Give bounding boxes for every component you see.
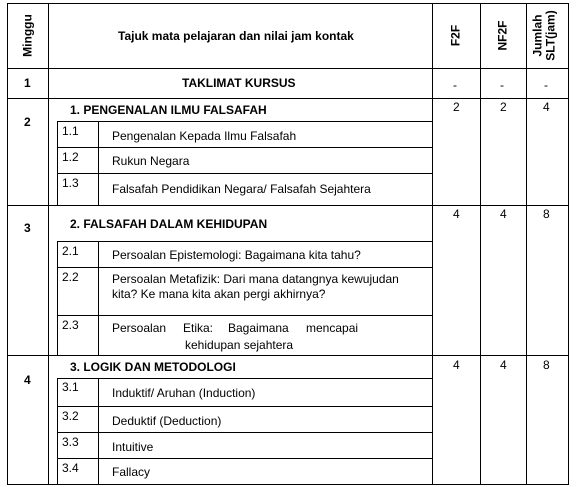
- subtopic-text: Deduktif (Deduction): [112, 414, 222, 428]
- subtopic-text: Induktif/ Aruhan (Induction): [112, 386, 256, 400]
- subrow-rule: [57, 315, 432, 316]
- subtopic-number: 1.3: [62, 176, 79, 190]
- nf2f-hours: -: [500, 78, 504, 92]
- f2f-hours: 2: [453, 100, 460, 114]
- f2f-hours: 4: [453, 207, 460, 221]
- subrow-rule: [57, 173, 432, 174]
- row-title: TAKLIMAT KURSUS: [182, 76, 296, 90]
- topic-column-rule: [432, 3, 433, 485]
- header-f2f: F2F: [448, 24, 463, 47]
- slt-hours: 8: [543, 358, 550, 372]
- table-border-right: [568, 3, 569, 485]
- subnum-right-rule: [98, 241, 99, 356]
- row-rule: [7, 205, 569, 206]
- header-slt-line1: Jumlah: [530, 14, 545, 57]
- slt-hours: 4: [543, 100, 550, 114]
- subtopic-word: Etika:: [183, 321, 214, 335]
- row-rule: [7, 98, 569, 99]
- subtopic-text: Rukun Negara: [112, 154, 190, 168]
- header-week: Minggu: [20, 14, 35, 57]
- subtopic-number: 3.2: [62, 409, 79, 423]
- week-number: 3: [24, 221, 31, 235]
- subtopic-number: 1.1: [62, 124, 79, 138]
- row-title: 1. PENGENALAN ILMU FALSAFAH: [70, 103, 267, 117]
- header-slt-line2: SLT(jam): [543, 10, 558, 61]
- f2f-hours: 4: [453, 358, 460, 372]
- subrow-rule: [57, 432, 432, 433]
- nf2f-hours: 4: [500, 207, 507, 221]
- week-number: 2: [24, 115, 31, 129]
- subrow-rule: [57, 121, 432, 122]
- nf2f-hours: 2: [500, 100, 507, 114]
- subnum-left-rule: [57, 378, 58, 485]
- subtopic-word: Bagaimana: [228, 321, 289, 335]
- row-title: 2. FALSAFAH DALAM KEHIDUPAN: [70, 217, 268, 231]
- subnum-right-rule: [98, 121, 99, 206]
- subrow-rule: [57, 241, 432, 242]
- subtopic-number: 2.3: [62, 318, 79, 332]
- week-column-rule: [48, 3, 49, 485]
- subtopic-text-line1: Persoalan Metafizik: Dari mana datangnya kewujudan: [112, 272, 399, 286]
- subtopic-text: Fallacy: [112, 465, 151, 479]
- subrow-rule: [57, 406, 432, 407]
- subtopic-number: 1.2: [62, 150, 79, 164]
- nf2f-hours: 4: [500, 358, 507, 372]
- subnum-left-rule: [57, 121, 58, 206]
- subnum-right-rule: [98, 378, 99, 485]
- subtopic-text: Persoalan Epistemologi: Bagaimana kita tahu?: [112, 248, 361, 262]
- table-border-top: [7, 3, 569, 4]
- subtopic-word: mencapai: [306, 321, 359, 335]
- table-border-left: [7, 3, 8, 485]
- subtopic-text: Intuitive: [112, 440, 154, 454]
- subtopic-number: 3.4: [62, 461, 79, 475]
- header-topic: Tajuk mata pelajaran dan nilai jam kontak: [118, 29, 354, 43]
- subnum-left-rule: [57, 241, 58, 356]
- row-rule: [7, 355, 569, 356]
- subtopic-text: Pengenalan Kepada Ilmu Falsafah: [112, 129, 297, 143]
- slt-hours: 8: [543, 207, 550, 221]
- subrow-rule: [57, 458, 432, 459]
- subrow-rule: [57, 147, 432, 148]
- subtopic-text-line2: kehidupan sejahtera: [185, 338, 294, 352]
- subrow-rule: [57, 267, 432, 268]
- subtopic-number: 3.1: [62, 380, 79, 394]
- subrow-rule: [57, 378, 432, 379]
- subtopic-text-line2: kita? Ke mana kita akan pergi akhirnya?: [112, 287, 326, 301]
- slt-hours: -: [544, 78, 548, 92]
- f2f-hours: -: [453, 78, 457, 92]
- nf2f-column-rule: [526, 3, 527, 485]
- f2f-column-rule: [480, 3, 481, 485]
- header-bottom-rule: [7, 68, 569, 69]
- week-number: 1: [24, 76, 31, 90]
- table-border-bottom: [7, 484, 569, 485]
- row-title: 3. LOGIK DAN METODOLOGI: [70, 360, 236, 374]
- subtopic-word: Persoalan: [112, 321, 167, 335]
- subtopic-text: Falsafah Pendidikan Negara/ Falsafah Sejahtera: [112, 182, 371, 196]
- subtopic-number: 3.3: [62, 435, 79, 449]
- subtopic-number: 2.2: [62, 270, 79, 284]
- header-nf2f: NF2F: [495, 20, 510, 51]
- week-number: 4: [24, 373, 31, 387]
- subtopic-number: 2.1: [62, 244, 79, 258]
